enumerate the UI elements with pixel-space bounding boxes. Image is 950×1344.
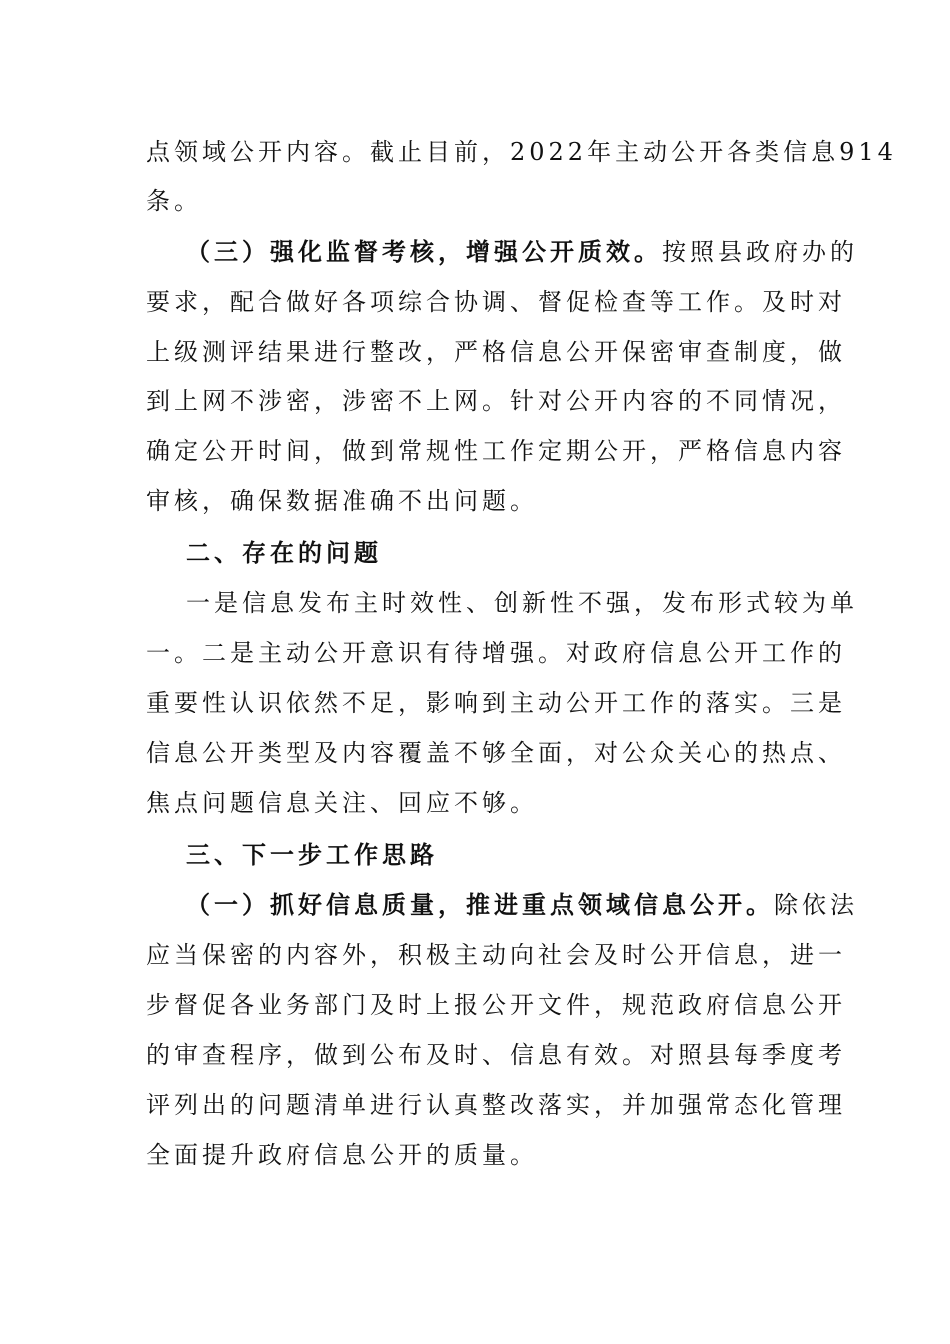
text-line: 确定公开时间，做到常规性工作定期公开，严格信息内容 xyxy=(146,437,846,465)
section-1-heading-line: （一）抓好信息质量，推进重点领域信息公开。除依法 xyxy=(186,890,858,919)
section-heading: （一）抓好信息质量，推进重点领域信息公开。 xyxy=(186,890,774,919)
text-line: 重要性认识依然不足，影响到主动公开工作的落实。三是 xyxy=(146,689,846,717)
text-line: 一。二是主动公开意识有待增强。对政府信息公开工作的 xyxy=(146,639,846,667)
text-line: 评列出的问题清单进行认真整改落实，并加强常态化管理 xyxy=(146,1091,846,1119)
text-line: 信息公开类型及内容覆盖不够全面，对公众关心的热点、 xyxy=(146,739,846,767)
text-line: 全面提升政府信息公开的质量。 xyxy=(146,1141,538,1169)
next-steps-heading: 三、下一步工作思路 xyxy=(186,840,438,869)
text-line: 的审查程序，做到公布及时、信息有效。对照县每季度考 xyxy=(146,1041,846,1069)
problems-heading: 二、存在的问题 xyxy=(186,538,382,567)
text-line: 要求，配合做好各项综合协调、督促检查等工作。及时对 xyxy=(146,288,846,316)
text-line: 焦点问题信息关注、回应不够。 xyxy=(146,789,538,817)
text-line: 应当保密的内容外，积极主动向社会及时公开信息，进一 xyxy=(146,941,846,969)
text-line: 点领域公开内容。截止目前，2022年主动公开各类信息914 xyxy=(146,138,897,166)
text-line: 上级测评结果进行整改，严格信息公开保密审查制度，做 xyxy=(146,338,846,366)
text-line: 步督促各业务部门及时上报公开文件，规范政府信息公开 xyxy=(146,991,846,1019)
section-3-heading-line: （三）强化监督考核，增强公开质效。按照县政府办的 xyxy=(186,237,858,266)
section-heading: （三）强化监督考核，增强公开质效。 xyxy=(186,237,662,266)
text-line: 到上网不涉密，涉密不上网。针对公开内容的不同情况， xyxy=(146,387,846,415)
text-line: 一是信息发布主时效性、创新性不强，发布形式较为单 xyxy=(186,589,858,617)
text-line: 条。 xyxy=(146,187,202,215)
text-line: 审核，确保数据准确不出问题。 xyxy=(146,487,538,515)
